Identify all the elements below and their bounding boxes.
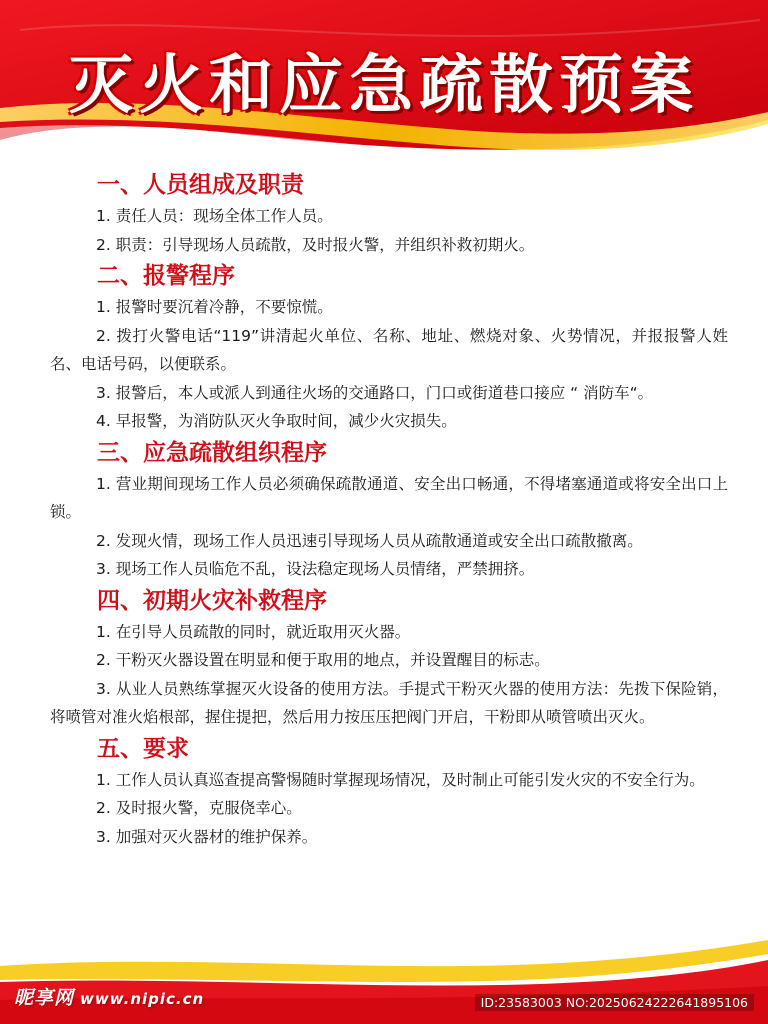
list-item: 3. 加强对灭火器材的维护保养。 <box>96 827 318 846</box>
list-item: 2. 发现火情，现场工作人员迅速引导现场人员从疏散通道或安全出口疏散撤离。 <box>96 531 643 550</box>
list-item: 2. 及时报火警，克服侥幸心。 <box>96 799 302 817</box>
section-evacuation <box>0 436 768 584</box>
poster-title: 灭火和应急疏散预案 <box>69 49 699 123</box>
watermark-logo <box>14 983 204 1010</box>
content-body <box>0 168 768 851</box>
section-heading: 三、应急疏散组织程序 <box>97 439 327 466</box>
section-requirements <box>0 732 768 852</box>
logo-text: 昵享网 <box>14 987 75 1009</box>
section-firefighting <box>0 584 768 732</box>
section-heading: 四、初期火灾补救程序 <box>97 587 327 614</box>
section-alarm <box>0 259 768 436</box>
list-item: 3. 报警后，本人或派人到通往火场的交通路口，门口或街道巷口接应 “ 消防车“。 <box>96 383 654 402</box>
watermark-id: ID:23583003 NO:20250624222641895106 <box>475 994 754 1011</box>
section-heading: 一、人员组成及职责 <box>97 172 304 198</box>
section-heading: 二、报警程序 <box>97 263 235 289</box>
list-item: 1. 责任人员：现场全体工作人员。 <box>96 207 333 225</box>
list-item: 3. 现场工作人员临危不乱，设法稳定现场人员情绪，严禁拥挤。 <box>96 560 535 578</box>
list-item: 2. 干粉灭火器设置在明显和便于取用的地点，并设置醒目的标志。 <box>96 651 550 669</box>
list-item: 1. 报警时要沉着冷静，不要惊慌。 <box>96 298 333 316</box>
list-item: 1. 在引导人员疏散的同时，就近取用灭火器。 <box>96 622 411 641</box>
list-item: 4. 早报警，为消防队灭火争取时间，减少火灾损失。 <box>96 412 457 430</box>
list-item: 2. 拨打火警电话“119”讲清起火单位、名称、地址、燃烧对象、火势情况，并报报警人姓名、电话号码，以便联系。 <box>50 326 728 373</box>
section-heading: 五、要求 <box>97 735 189 762</box>
list-item: 3. 从业人员熟练掌握灭火设备的使用方法。手提式干粉灭火器的使用方法：先拨下保险销，将喷管对准火焰根部，握住提把，然后用力按压压把阀门开启，干粉即从喷管喷出灭火。 <box>50 679 728 726</box>
logo-domain: www.nipic.cn <box>80 990 205 1008</box>
list-item: 2. 职责：引导现场人员疏散，及时报火警，并组织补救初期火。 <box>96 235 535 254</box>
list-item: 1. 营业期间现场工作人员必须确保疏散通道、安全出口畅通，不得堵塞通道或将安全出口上锁。 <box>50 474 728 521</box>
list-item: 1. 工作人员认真巡查提高警惕随时掌握现场情况，及时制止可能引发火灾的不安全行为。 <box>96 770 705 789</box>
section-personnel <box>0 168 768 259</box>
